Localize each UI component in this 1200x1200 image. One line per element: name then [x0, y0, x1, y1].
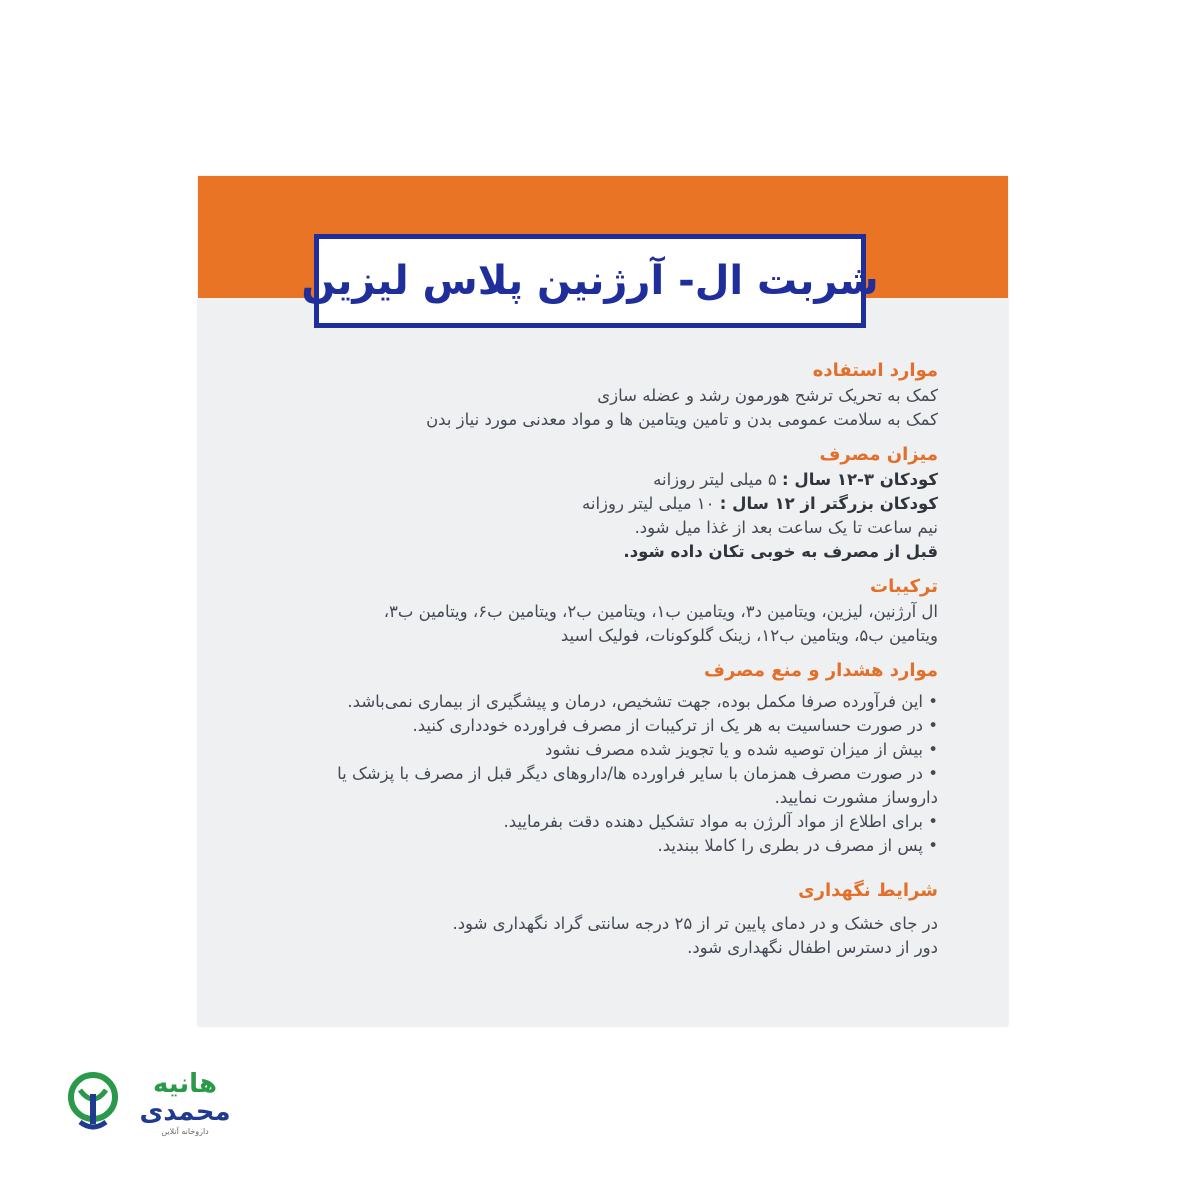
- usage-line: کمک به تحریک ترشح هورمون رشد و عضله سازی: [597, 386, 938, 405]
- product-label: [198, 176, 1008, 1026]
- warning-line: • در صورت حساسیت به هر یک از ترکیبات از مصرف فراورده خودداری کنید.: [412, 716, 938, 735]
- warning-line: • بیش از میزان توصیه شده و یا تجویز شده مصرف نشود: [544, 740, 938, 759]
- dosage-label: کودکان ۳-۱۲ سال :: [782, 470, 938, 489]
- ingredients-heading: ترکیبات: [870, 576, 938, 597]
- dosage-line: [298, 468, 938, 492]
- usage-line: کمک به سلامت عمومی بدن و تامین ویتامین ها و مواد معدنی مورد نیاز بدن: [426, 410, 938, 429]
- label-content: [298, 358, 938, 960]
- dosage-value: ۱۰ میلی لیتر روزانه: [582, 494, 720, 513]
- dosage-line: [298, 492, 938, 516]
- pharmacy-emblem-icon: [66, 1070, 120, 1140]
- warning-line: داروساز مشورت نمایید.: [774, 788, 938, 807]
- dosage-value: ۵ میلی لیتر روزانه: [653, 470, 783, 489]
- storage-line: دور از دسترس اطفال نگهداری شود.: [687, 938, 938, 957]
- product-title: شربت ال- آرژنین پلاس لیزین: [301, 258, 879, 304]
- ingredients-line: ال آرژنین، لیزین، ویتامین د۳، ویتامین ب۱، ویتامین ب۲، ویتامین ب۶، ویتامین ب۳،: [383, 602, 938, 621]
- dosage-line: نیم ساعت تا یک ساعت بعد از غذا میل شود.: [634, 518, 938, 537]
- warnings-heading: موارد هشدار و منع مصرف: [704, 660, 938, 681]
- dosage-label: کودکان بزرگتر از ۱۲ سال :: [719, 494, 938, 513]
- usage-heading: موارد استفاده: [812, 360, 938, 381]
- pharmacy-logo: [60, 1070, 250, 1145]
- logo-tagline: داروخانه آنلاین: [161, 1127, 209, 1136]
- warning-line: • برای اطلاع از مواد آلرژن به مواد تشکیل دهنده دقت بفرمایید.: [503, 812, 938, 831]
- warning-line: • در صورت مصرف همزمان با سایر فراورده ها/داروهای دیگر قبل از مصرف با پزشک یا: [337, 764, 938, 783]
- logo-line-2: محمدی: [139, 1097, 231, 1127]
- storage-line: در جای خشک و در دمای پایین تر از ۲۵ درجه سانتی گراد نگهداری شود.: [452, 914, 938, 933]
- warning-line: • این فرآورده صرفا مکمل بوده، جهت تشخیص، درمان و پیشگیری از بیماری نمی‌باشد.: [347, 692, 938, 711]
- warning-line: • پس از مصرف در بطری را کاملا ببندید.: [657, 836, 938, 855]
- storage-heading: شرایط نگهداری: [798, 880, 938, 901]
- logo-text: [120, 1070, 250, 1138]
- ingredients-line: ویتامین ب۵، ویتامین ب۱۲، زینک گلوکونات، فولیک اسید: [560, 626, 938, 645]
- title-frame: [301, 234, 879, 328]
- logo-line-1: هانیه: [153, 1069, 217, 1099]
- dosage-line: قبل از مصرف به خوبی تکان داده شود.: [623, 542, 938, 561]
- dosage-heading: میزان مصرف: [819, 444, 938, 465]
